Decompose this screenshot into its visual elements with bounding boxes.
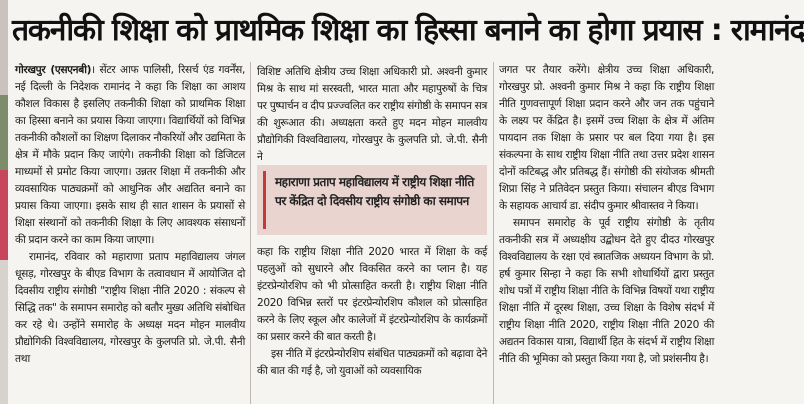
article-column-2-lower [257,244,487,404]
lead-paragraph [15,62,245,249]
col3-paragraph-1: जगत पर तैयार करेंगे। क्षेत्रीय उच्च शिक्षा अधिकारी, गोरखपुर प्रो. अश्वनी कुमार मिश्र ने कहा कि राष्ट्रीय शिक्षा नीति गुणवत्तापूर्ण शिक्षा प्रदान करने और जन तक पहुंचाने के लक्ष्य पर केंद्रित है। इसमें उच्च शिक्षा के क्षेत्र में अंतिम पायदान तक शिक्षा के प्रसार पर बल दिया गया है। इस संकल्पना के साथ राष्ट्रीय शिक्षा नीति तथा उत्तर प्रदेश शासन दोनों कटिबद्ध और प्रतिबद्ध हैं। संगोष्ठी की संयोजक श्रीमती शिप्रा सिंह ने प्रतिवेदन प्रस्तुत किया। संचालन बीएड विभाग के सहायक आचार्य डा. संदीप कुमार श्रीवास्तव ने किया। [499,64,714,212]
pull-quote-accent-bar [263,171,266,229]
pull-quote-text: महाराणा प्रताप महाविद्यालय में राष्ट्रीय शिक्षा नीति पर केंद्रित दो दिवसीय राष्ट्रीय संगोष्ठी का समापन [275,175,474,208]
dateline: गोरखपुर (एसएनबी) [15,64,92,76]
col2-paragraph-1: विशिष्ट अतिथि क्षेत्रीय उच्च शिक्षा अधिकारी प्रो. अश्वनी कुमार मिश्र के साथ मां सरस्वती, भारत माता और महापुरुषों के चित्र पर पुष्पार्चन व दीप प्रज्ज्वलित कर राष्ट्रीय संगोष्ठी के समापन सत्र की शुरूआत की। अध्यक्षता करते हुए मदन मोहन मालवीय प्रौद्योगिकी विश्वविद्यालय, गोरखपुर के कुलपति प्रो. जे.पी. सैनी ने [257,66,487,163]
article-column-3 [499,62,714,404]
col1-paragraph-2: रामानंद, रविवार को महाराणा प्रताप महाविद्यालय जंगल धूसड़, गोरखपुर के बीएड विभाग के तत्वावधान में आयोजित दो दिवसीय राष्ट्रीय संगोष्ठी "राष्ट्रीय शिक्षा नीति 2020 : संकल्प से सिद्धि तक" के समापन समारोह को बतौर मुख्य अतिथि संबोधित कर रहे थे। उन्होंने समारोह के अध्यक्ष मदन मोहन मालवीय प्रौद्योगिकी विश्वविद्यालय, गोरखपुर के कुलपति प्रो. जे.पी. सैनी तथा [15,251,245,365]
pull-quote [257,165,487,235]
article-column-2-upper [257,64,487,164]
article-column-1 [15,62,245,404]
col3-paragraph-2: समापन समारोह के पूर्व राष्ट्रीय संगोष्ठी के तृतीय तकनीकी सत्र में अध्यक्षीय उद्बोधन देते हुए दीदउ गोरखपुर विश्वविद्यालय के रक्षा एवं स्त्रातजिक अध्ययन विभाग के प्रो. हर्ष कुमार सिन्हा ने कहा कि सभी शोधार्थियों द्वारा प्रस्तुत शोध पत्रों में राष्ट्रीय शिक्षा नीति के विभिन्न विषयों यथा राष्ट्रीय शिक्षा नीति में दूरस्थ शिक्षा, उच्च शिक्षा के विशेष संदर्भ में राष्ट्रीय शिक्षा नीति 2020, राष्ट्रीय शिक्षा नीति 2020 की अद्यतन विकास यात्रा, विद्यार्थी हित के संदर्भ में राष्ट्रीय शिक्षा नीति की भूमिका को प्रस्तुत किया गया है, जो प्रशंसनीय है। [499,217,714,365]
col2-paragraph-2: कहा कि राष्ट्रीय शिक्षा नीति 2020 भारत में शिक्षा के कई पहलुओं को सुधारने और विकसित करने का प्लान है। यह इंटरप्रेन्योरशिप को भी प्रोत्साहित करती है। राष्ट्रीय शिक्षा नीति 2020 विभिन्न स्तरों पर इंटरप्रेन्योरशिप कौशल को प्रोत्साहित करने के लिए स्कूल और कालेजों में इंटरप्रेन्योरशिप के कार्यक्रमों का प्रसार करने की बात करती है। [257,246,487,343]
page-edge-photo-strip [0,0,8,404]
column-divider [250,62,251,404]
headline: तकनीकी शिक्षा को प्राथमिक शिक्षा का हिस्सा बनाने का होगा प्रयास : रामानंद [12,13,804,48]
col1-paragraph-1: । सेंटर आफ पालिसी, रिसर्च एंड गवर्नेंस, नई दिल्ली के निदेशक रामानंद ने कहा कि शिक्षा का आशय कौशल विकास है इसलिए तकनीकी शिक्षा को प्राथमिक शिक्षा का हिस्सा बनाने का प्रयास किया जाएगा। विद्यार्थियों को विभिन्न तकनीकी कौशलों का शिक्षण दिलाकर नौकरियों और उद्यमिता के क्षेत्र में मौके प्रदान किए जाएंगे। तकनीकी शिक्षा को डिजिटल माध्यमों से प्रमोट किया जाएगा। उन्नतर शिक्षा में तकनीकी और व्यवसायिक पाठ्यक्रमों को आधुनिक और अद्यतित बनाने का प्रयास किया जाएगा। इसके साथ ही सात शासन के प्रयासों से शिक्षा संस्थानों को तकनीकी शिक्षा के लिए आवश्यक संसाधनों की प्रदान करने का काम किया जाएगा। [15,64,245,246]
column-divider [493,62,494,404]
col2-paragraph-3: इस नीति में इंटरप्रेन्योरशिप संबंधित पाठ्यक्रमों को बढ़ावा देने की बात की गई है, जो युवाओं को व्यवसायिक [257,348,487,377]
